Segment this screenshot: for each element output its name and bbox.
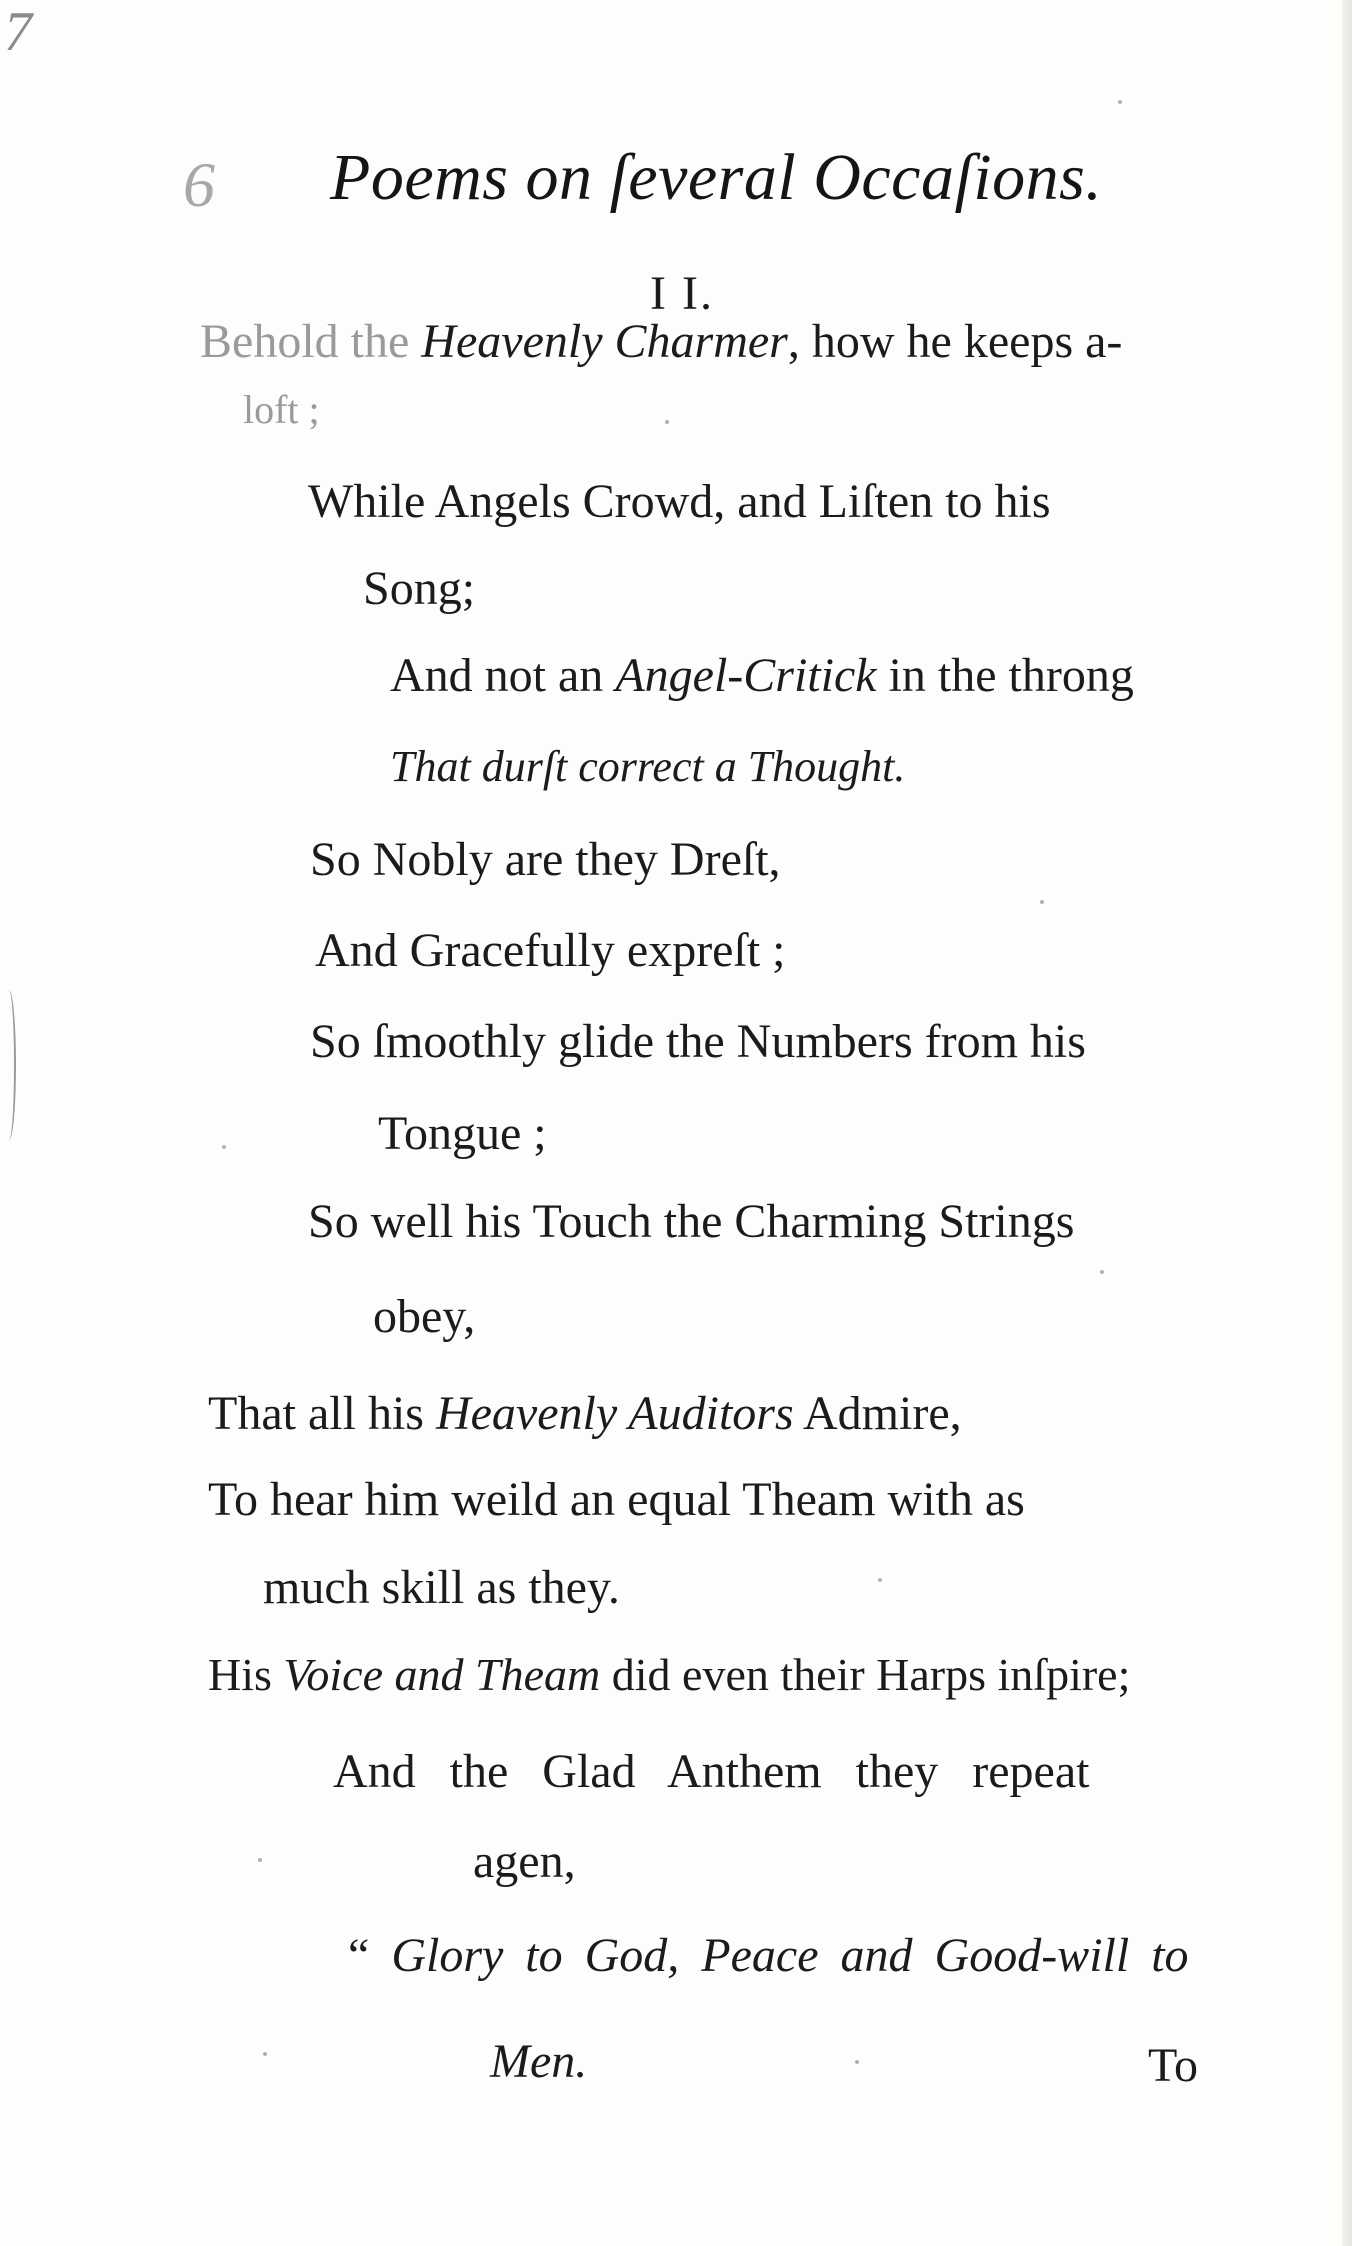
paper-speck — [263, 2052, 267, 2056]
line-text: Tongue ; — [378, 1107, 547, 1160]
line-text: did even their Harps inſpire; — [600, 1649, 1131, 1700]
line-text: “ — [348, 1929, 392, 1982]
poem-line — [378, 1107, 547, 1160]
line-italic: Angel-Critick — [615, 649, 877, 702]
line-text: loft ; — [243, 387, 320, 432]
poem-line — [315, 924, 786, 977]
poem-line — [363, 562, 476, 615]
poem-line — [373, 1290, 476, 1343]
catchword: To — [1148, 2039, 1198, 2092]
margin-bracket-mark — [2, 990, 16, 1140]
line-text: Admire, — [793, 1387, 962, 1440]
line-italic: Glory to God, Peace and Good-will to — [391, 1929, 1189, 1982]
poem-line — [263, 1561, 620, 1614]
section-number: I I. — [650, 267, 714, 320]
poem-line — [208, 1649, 1131, 1700]
poem-line — [200, 315, 1123, 368]
poem-line — [243, 387, 320, 432]
paper-speck — [1100, 1270, 1104, 1274]
paper-speck — [222, 1145, 226, 1149]
poem-line — [308, 475, 1051, 528]
line-text: agen, — [473, 1835, 576, 1888]
line-text: While Angels Crowd, and Liſten to his — [308, 475, 1051, 528]
poem-line — [208, 1473, 1025, 1526]
poem-line — [490, 2035, 588, 2088]
line-text: , how he keeps a- — [787, 315, 1123, 368]
poem-line — [390, 649, 1134, 702]
line-italic: Men. — [490, 2035, 588, 2088]
paper-speck — [855, 2060, 859, 2064]
line-text: So well his Touch the Charming Strings — [308, 1195, 1075, 1248]
line-text: in the throng — [876, 649, 1134, 702]
line-italic: That durſt correct a Thought. — [390, 742, 906, 791]
corner-pencil-mark: 7 — [4, 1, 32, 63]
line-text: And the Glad Anthem they repeat — [333, 1745, 1090, 1798]
poem-line — [333, 1745, 1090, 1798]
poem-line — [208, 1387, 962, 1440]
poem-line — [310, 1015, 1086, 1068]
poem-line — [310, 833, 781, 886]
paper-speck — [665, 420, 669, 424]
running-head: Poems on ſeveral Occaſions. — [330, 141, 1103, 214]
line-italic: Heavenly Charmer — [421, 315, 788, 368]
poem-line — [473, 1835, 576, 1888]
line-text: obey, — [373, 1290, 476, 1343]
poem-line — [390, 742, 906, 791]
line-text: Song; — [363, 562, 476, 615]
paper-speck — [1040, 900, 1044, 904]
page-edge — [1342, 0, 1352, 2246]
poem-line — [348, 1929, 1189, 1982]
line-text: much skill as they. — [263, 1561, 620, 1614]
line-text: So ſmoothly glide the Numbers from his — [310, 1015, 1086, 1068]
paper-speck — [878, 1578, 882, 1582]
page-number: 6 — [183, 149, 215, 220]
line-text: His — [208, 1649, 284, 1700]
line-italic: Heavenly Auditors — [435, 1387, 794, 1440]
line-text: So Nobly are they Dreſt, — [310, 833, 781, 886]
line-text: Behold the — [200, 315, 422, 368]
line-text: And Gracefully expreſt ; — [315, 924, 786, 977]
paper-speck — [1118, 100, 1122, 104]
line-text: That all his — [208, 1387, 436, 1440]
line-text: And not an — [390, 649, 616, 702]
line-text: To hear him weild an equal Theam with as — [208, 1473, 1025, 1526]
line-italic: Voice and Theam — [283, 1649, 601, 1700]
poem-line — [308, 1195, 1075, 1248]
paper-speck — [258, 1858, 262, 1862]
